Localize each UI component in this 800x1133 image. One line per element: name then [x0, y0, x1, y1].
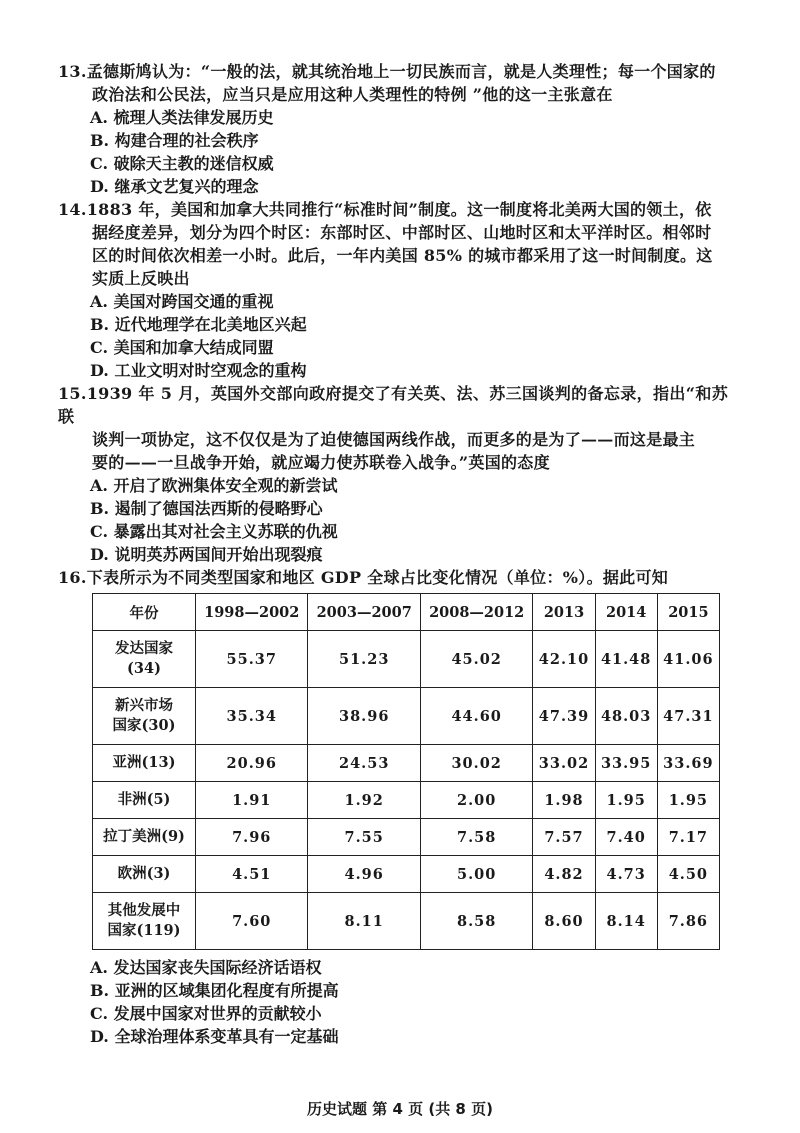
table-cell: 7.60 [196, 893, 308, 950]
exam-page [58, 60, 728, 1048]
table-cell: 41.48 [595, 631, 657, 688]
table-cell: 7.17 [657, 819, 719, 856]
stem-line: 孟德斯鸠认为：“一般的法，就其统治地上一切民族而言，就是人类理性；每一个国家的 [86, 62, 716, 81]
table-cell: 5.00 [420, 856, 532, 893]
stem-line: 区的时间依次相差一小时。此后，一年内美国 85% 的城市都采用了这一时间制度。这 [92, 246, 713, 265]
option-c: C. 美国和加拿大结成同盟 [90, 338, 274, 357]
table-row [93, 856, 720, 893]
option-b: B. 遏制了德国法西斯的侵略野心 [90, 499, 323, 518]
stem-line: 下表所示为不同类型国家和地区 GDP 全球占比变化情况（单位：%）。据此可知 [86, 568, 669, 587]
table-cell: 38.96 [308, 688, 420, 745]
table-cell: 8.14 [595, 893, 657, 950]
question-number: 13. [58, 62, 87, 81]
table-cell: 55.37 [196, 631, 308, 688]
table-cell: 47.31 [657, 688, 719, 745]
table-cell: 1.95 [657, 782, 719, 819]
option-d: D. 工业文明对时空观念的重构 [90, 361, 307, 380]
table-cell: 45.02 [420, 631, 532, 688]
table-cell: 24.53 [308, 745, 420, 782]
row-label: 拉丁美洲(9) [93, 819, 196, 856]
table-row [93, 631, 720, 688]
table-header-cell: 2015 [657, 594, 719, 631]
option-a: A. 梳理人类法律发展历史 [90, 108, 274, 127]
option-d: D. 继承文艺复兴的理念 [90, 177, 259, 196]
table-header-cell: 2014 [595, 594, 657, 631]
option-c: C. 暴露出其对社会主义苏联的仇视 [90, 522, 338, 541]
stem-line: 1883 年，美国和加拿大共同推行“标准时间”制度。这一制度将北美两大国的领土，依 [86, 200, 712, 219]
row-label: 亚洲(13) [93, 745, 196, 782]
table-cell: 51.23 [308, 631, 420, 688]
question-15 [58, 382, 728, 566]
option-c: C. 破除天主教的迷信权威 [90, 154, 274, 173]
table-cell: 4.82 [533, 856, 595, 893]
table-cell: 1.92 [308, 782, 420, 819]
stem-line: 谈判一项协定，这不仅仅是为了迫使德国两线作战，而更多的是为了——而这是最主 [92, 430, 696, 449]
stem-line: 据经度差异，划分为四个时区：东部时区、中部时区、山地时区和太平洋时区。相邻时 [92, 223, 712, 242]
row-label [93, 893, 196, 950]
table-cell: 42.10 [533, 631, 595, 688]
table-cell: 1.91 [196, 782, 308, 819]
table-cell: 7.86 [657, 893, 719, 950]
table-row [93, 893, 720, 950]
table-cell: 1.98 [533, 782, 595, 819]
row-label: 非洲(5) [93, 782, 196, 819]
question-number: 14. [58, 200, 87, 219]
question-15-stem [58, 382, 728, 474]
table-cell: 33.69 [657, 745, 719, 782]
question-13 [58, 60, 728, 198]
table-cell: 8.11 [308, 893, 420, 950]
table-cell: 1.95 [595, 782, 657, 819]
stem-line: 1939 年 5 月，英国外交部向政府提交了有关英、法、苏三国谈判的备忘录，指出“和苏联 [58, 384, 728, 426]
table-cell: 41.06 [657, 631, 719, 688]
row-label [93, 688, 196, 745]
option-b: B. 构建合理的社会秩序 [90, 131, 259, 150]
row-label-line: 国家(30) [112, 717, 176, 734]
table-cell: 4.51 [196, 856, 308, 893]
table-header-row [93, 594, 720, 631]
table-cell: 4.96 [308, 856, 420, 893]
table-cell: 44.60 [420, 688, 532, 745]
stem-line: 要的——一旦战争开始，就应竭力使苏联卷入战争。”英国的态度 [92, 453, 550, 472]
table-cell: 4.50 [657, 856, 719, 893]
option-a: A. 开启了欧洲集体安全观的新尝试 [90, 476, 338, 495]
question-number: 15. [58, 384, 87, 403]
table-cell: 48.03 [595, 688, 657, 745]
table-header-cell: 年份 [93, 594, 196, 631]
table-header-cell: 2003—2007 [308, 594, 420, 631]
table-cell: 33.95 [595, 745, 657, 782]
page-footer: 历史试题 第 4 页 (共 8 页) [307, 1100, 493, 1118]
table-cell: 35.34 [196, 688, 308, 745]
table-row [93, 745, 720, 782]
table-cell: 7.58 [420, 819, 532, 856]
table-header-cell: 1998—2002 [196, 594, 308, 631]
question-16-stem [58, 566, 728, 589]
question-number: 16. [58, 568, 87, 587]
row-label-line: 国家(119) [107, 922, 181, 939]
table-cell: 7.40 [595, 819, 657, 856]
row-label: 欧洲(3) [93, 856, 196, 893]
table-header-cell: 2013 [533, 594, 595, 631]
row-label [93, 631, 196, 688]
question-14-stem [58, 198, 728, 290]
question-16 [58, 566, 728, 1048]
table-cell: 33.02 [533, 745, 595, 782]
gdp-share-table [92, 593, 720, 950]
table-cell: 30.02 [420, 745, 532, 782]
row-label-line: 其他发展中 [107, 902, 181, 919]
table-row [93, 782, 720, 819]
option-c: C. 发展中国家对世界的贡献较小 [90, 1004, 322, 1023]
row-label-line: 发达国家 [115, 640, 173, 657]
table-row [93, 688, 720, 745]
question-14 [58, 198, 728, 382]
table-cell: 7.96 [196, 819, 308, 856]
table-cell: 8.60 [533, 893, 595, 950]
table-cell: 20.96 [196, 745, 308, 782]
table-cell: 4.73 [595, 856, 657, 893]
option-d: D. 全球治理体系变革具有一定基础 [90, 1027, 339, 1046]
stem-line: 政治法和公民法，应当只是应用这种人类理性的特例 ”他的这一主张意在 [92, 85, 613, 104]
row-label-line: (34) [127, 660, 161, 677]
stem-line: 实质上反映出 [92, 269, 190, 288]
option-d: D. 说明英苏两国间开始出现裂痕 [90, 545, 323, 564]
option-b: B. 亚洲的区域集团化程度有所提高 [90, 981, 339, 1000]
question-13-stem [58, 60, 728, 106]
option-a: A. 美国对跨国交通的重视 [90, 292, 274, 311]
option-b: B. 近代地理学在北美地区兴起 [90, 315, 307, 334]
table-cell: 7.55 [308, 819, 420, 856]
table-row [93, 819, 720, 856]
table-cell: 7.57 [533, 819, 595, 856]
row-label-line: 新兴市场 [115, 697, 173, 714]
table-header-cell: 2008—2012 [420, 594, 532, 631]
table-cell: 8.58 [420, 893, 532, 950]
table-cell: 2.00 [420, 782, 532, 819]
option-a: A. 发达国家丧失国际经济话语权 [90, 958, 322, 977]
table-cell: 47.39 [533, 688, 595, 745]
